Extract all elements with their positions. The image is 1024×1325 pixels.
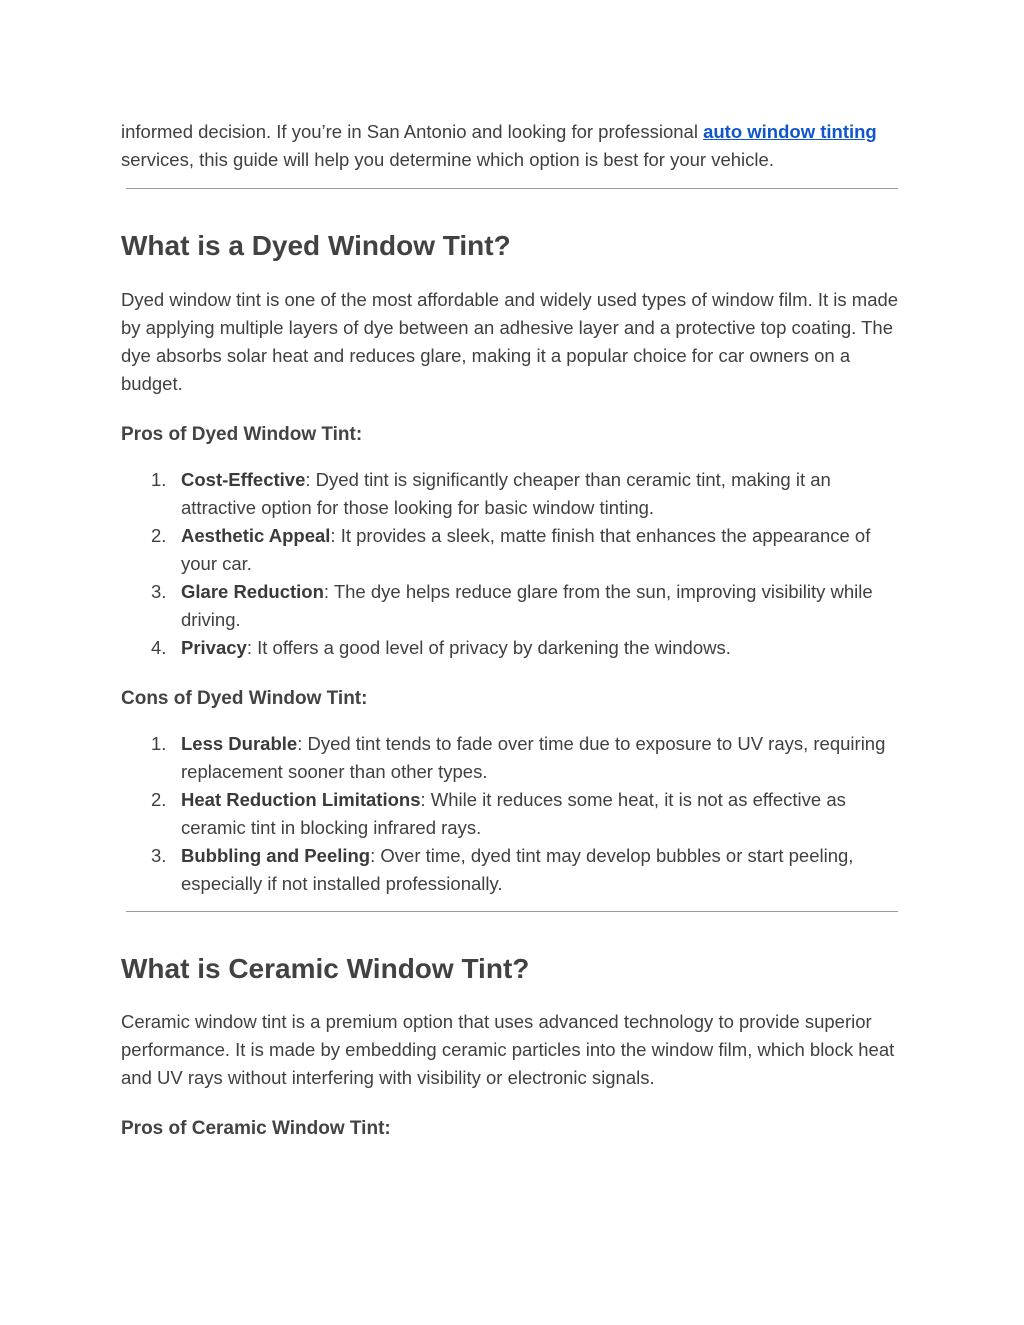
list-number: 3. bbox=[151, 845, 167, 866]
dyed-heading: What is a Dyed Window Tint? bbox=[121, 230, 511, 261]
list-item bbox=[121, 578, 901, 634]
list-number: 2. bbox=[151, 789, 167, 810]
list-number: 1. bbox=[151, 733, 167, 754]
list-item bbox=[121, 522, 901, 578]
list-item bbox=[121, 466, 901, 522]
dyed-pros-list bbox=[121, 466, 901, 662]
list-text: : It offers a good level of privacy by darkening the windows. bbox=[246, 637, 731, 658]
list-text: : The dye helps reduce glare from the sun, improving visibility while driving. bbox=[181, 581, 873, 630]
list-number: 3. bbox=[151, 581, 167, 602]
list-item bbox=[121, 730, 901, 786]
divider-2 bbox=[126, 911, 898, 912]
dyed-pros-heading: Pros of Dyed Window Tint: bbox=[121, 424, 363, 445]
list-text: : It provides a sleek, matte finish that enhances the appearance of your car. bbox=[181, 525, 871, 574]
list-item bbox=[121, 842, 901, 898]
list-term: Bubbling and Peeling bbox=[181, 845, 371, 866]
list-item bbox=[121, 634, 901, 662]
list-number: 4. bbox=[151, 637, 167, 658]
dyed-cons-list bbox=[121, 730, 901, 898]
list-term: Heat Reduction Limitations bbox=[181, 789, 421, 810]
list-number: 2. bbox=[151, 525, 167, 546]
intro-text-after: services, this guide will help you determine which option is best for your vehicle. bbox=[121, 149, 774, 170]
list-text: : Over time, dyed tint may develop bubbles or start peeling, especially if not installed professionally. bbox=[181, 845, 854, 894]
ceramic-body: Ceramic window tint is a premium option that uses advanced technology to provide superior performance. It is made by embedding ceramic particles into the window film, which block heat and UV rays without interfering with visibility or electronic signals. bbox=[121, 1011, 895, 1088]
list-text: : While it reduces some heat, it is not as effective as ceramic tint in blocking infrared rays. bbox=[181, 789, 846, 838]
list-term: Less Durable bbox=[181, 733, 298, 754]
list-item bbox=[121, 786, 901, 842]
intro-text-before: informed decision. If you’re in San Antonio and looking for professional bbox=[121, 121, 704, 142]
list-term: Glare Reduction bbox=[181, 581, 324, 602]
dyed-cons-heading: Cons of Dyed Window Tint: bbox=[121, 688, 368, 709]
ceramic-heading: What is Ceramic Window Tint? bbox=[121, 953, 530, 984]
dyed-body: Dyed window tint is one of the most affordable and widely used types of window film. It is made by applying multiple layers of dye between an adhesive layer and a protective top coating. The dye absorbs solar heat and reduces glare, making it a popular choice for car owners on a budget. bbox=[121, 289, 899, 394]
list-term: Cost-Effective bbox=[181, 469, 306, 490]
list-term: Aesthetic Appeal bbox=[181, 525, 331, 546]
ceramic-pros-heading: Pros of Ceramic Window Tint: bbox=[121, 1118, 391, 1139]
intro-paragraph bbox=[121, 118, 901, 174]
list-text: : Dyed tint tends to fade over time due to exposure to UV rays, requiring replacement sooner than other types. bbox=[181, 733, 886, 782]
auto-window-tinting-link[interactable]: auto window tinting bbox=[703, 121, 877, 142]
divider-1 bbox=[126, 188, 898, 189]
list-number: 1. bbox=[151, 469, 167, 490]
list-term: Privacy bbox=[181, 637, 247, 658]
list-text: : Dyed tint is significantly cheaper than ceramic tint, making it an attractive option for those looking for basic window tinting. bbox=[181, 469, 831, 518]
